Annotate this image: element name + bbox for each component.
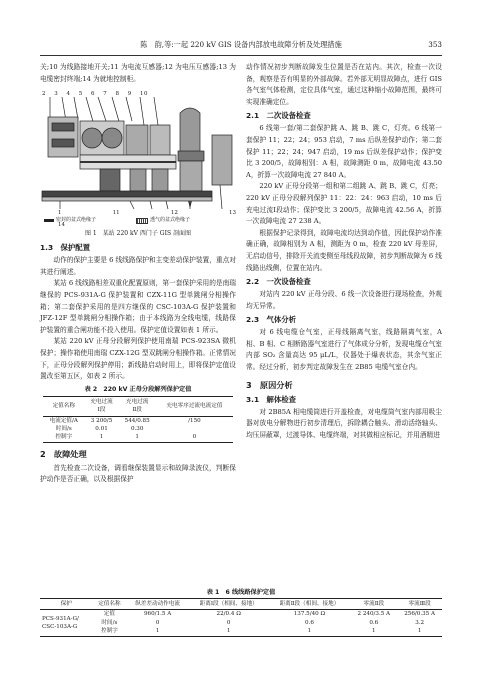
table-cell: 控制字 (101, 628, 118, 635)
left-column (40, 62, 236, 486)
table-cell: 0 (155, 619, 160, 626)
page-number: 353 (428, 40, 442, 49)
paragraph-2-3: 对 6 线电缆仓气室，正母线隔离气室，线路隔离气室，A 相、B 相、C 相断路器气室进行了气体成分分析，发现电缆仓气室内部 SO₂ 含量高达 95 μL/L，仪器处于爆表状态，其余气室正常。经过分析，初步判定故障发生在 2B85 电缆气室仓内。 (246, 328, 442, 372)
paragraph-2-1-a: 6 线第一套/第二套保护跳 A、跳 B、跳 C，灯亮。6 线第一套保护 11；22；24；953 启动，7 ms 后纵差保护动作；第二套保护 11；22；24；947 启动，19 ms 后纵差保护动作；保护变比 3 200/5，故障相别：A 相，故障测距 0 m，故障电流 43.50 A，折算一次故障电流 27 840 A。 (246, 124, 442, 179)
legend-vented: 透气的盆式绝缘子 (150, 217, 191, 224)
paragraph-2-1-b: 220 kV 正母分段第一组和第二组跳 A、跳 B、跳 C，灯亮；220 kV 正母分段解列保护 11：22：24：963 启动，10 ms 后充电过流Ⅰ段动作；保护变比 3 200/5，故障电流 42.56 A，折算一次故障电流 27 238 A。 (246, 182, 442, 226)
intro-paragraph: 关;10 为线路接地开关;11 为电流互感器;12 为电压互感器;13 为电缆密封终端;14 为就地控制柜。 (40, 63, 236, 83)
figure-bottom-numbers: 1 11 12 13 14 (58, 210, 236, 228)
table-2-header: 充电过流 Ⅱ段 (119, 396, 156, 416)
table-cell: 1 (99, 434, 104, 441)
section-3-heading: 3 原因分析 (246, 379, 293, 390)
paragraph-2-b: 动作情况初步判断故障发生位置是否在站内。其次，检查一次设备，观察是否有明显的外部故障。若外部无明显故障点，进行 GIS 各气室气体检测，定位具体气室，通过这种缩小故障范围，最终可实现准确定位。 (246, 63, 442, 106)
table-cell: 3.2 (415, 619, 425, 626)
table-cell: 1 (307, 628, 312, 635)
table-1-device: PCS-931A-G/ CSC-103A-G (42, 615, 79, 631)
running-header-title: 陈 韵,等:一起 220 kV GIS 设备内部放电故障分析及处理措施 (140, 40, 342, 49)
table-cell: 2 240/3.5 A (357, 611, 391, 618)
section-2-heading: 2 故障处理 (40, 448, 87, 459)
table-2 (43, 396, 233, 443)
header-rule (40, 55, 442, 56)
table-1-header: 距离Ⅰ段（相间、接地） (189, 599, 269, 610)
figure-top-numbers: 2 3 4 5 6 7 8 9 10 (42, 91, 148, 98)
table-row (40, 619, 442, 627)
table-cell: 0.6 (304, 619, 314, 626)
paragraph-3-1: 对 2B85A 相电缆筒进行开盖检查，对电缆筒气室内部用吸尘器对放电分解物进行初步清理后，拆除耦合触头、滑动活络轴头、均压屏蔽罩，过渡导体、电缆终端，对其做相应标记，并用酒精进 (246, 407, 442, 439)
table-1 (40, 598, 442, 637)
table-cell: 22/0.4 Ω (216, 611, 241, 618)
table-cell: 1 (372, 628, 376, 635)
table-cell: 定值 (103, 611, 115, 618)
table-2-header: 定值名称 (43, 396, 85, 416)
table-cell: 控制字 (55, 434, 73, 441)
table-1-header: 定值名称 (92, 599, 126, 610)
paragraph-2-1-c: 根据保护记录得到，故障电流均达到动作值，因此保护动作准确正确，故障相别为 A 相，测距为 0 m，检查 220 kV 母差屏，无启动信号，排除开关流变侧至母线段故障，初步判断故障为 6 线线路出线侧，位置在站内。 (246, 228, 442, 272)
section-3-1-heading: 3.1 解体检查 (246, 394, 297, 404)
table-cell: 1 (135, 434, 139, 441)
sealed-insulator-swatch (44, 219, 54, 222)
paragraph-1-3-a: 动作的保护主要是 6 线线路保护和主变差动保护装置，重点对其进行阐述。 (40, 256, 236, 276)
table-cell: 0.6 (369, 619, 379, 626)
table-cell: 1 (155, 628, 160, 635)
table-2-header: 充电过流 Ⅰ段 (85, 396, 119, 416)
table-cell: 137.5/40 Ω (293, 611, 326, 618)
table-1-block (40, 586, 442, 637)
table-cell: 电流定值/A (49, 417, 78, 424)
table-row (43, 416, 233, 425)
gis-cross-section-figure (40, 89, 236, 227)
table-cell: 0 (226, 619, 231, 626)
table-cell: 0.30 (130, 425, 144, 432)
table-cell: /150 (188, 417, 201, 424)
table-row (43, 433, 233, 442)
table-cell: 960/1.5 A (143, 611, 172, 618)
paragraph-2-a: 首先检查二次设备，调看继保装置显示和故障录波仪，判断保护动作是否正确，以及根据保护 (40, 463, 236, 484)
table-cell: 256/0.35 A (404, 611, 436, 618)
table-1-header: 距离Ⅱ段（相间、接地） (269, 599, 351, 610)
table-row (43, 425, 233, 433)
table-cell: 时间/s (55, 425, 72, 432)
table-2-header: 充电零序过流电流定值 (156, 396, 233, 416)
table-cell: 544/0.85 (124, 417, 150, 424)
table-1-header: 零流Ⅲ段 (397, 599, 442, 610)
table-row (40, 610, 442, 619)
legend-sealed: 密封的盆式绝缘子 (56, 217, 97, 224)
gis-drawing (40, 95, 236, 213)
figure-legend (44, 215, 232, 228)
table-1-header: 纵差差动动作电流 (126, 599, 189, 610)
table-1-header: 零流Ⅱ段 (350, 599, 397, 610)
table-cell: 1 (417, 628, 422, 635)
table-cell: 时间/s (101, 619, 118, 626)
table-1-caption: 表 1 6 线线路保护定值 (206, 589, 276, 596)
table-1-header: 保护 (40, 599, 92, 610)
table-row (40, 627, 442, 636)
section-2-3-heading: 2.3 气体分析 (246, 315, 297, 325)
table-cell: 0.01 (95, 425, 108, 432)
table-2-caption: 表 2 220 kV 正母分段解列保护定值 (84, 385, 192, 393)
section-2-2-heading: 2.2 一次设备检查 (246, 277, 311, 287)
table-cell: 1 (226, 628, 231, 635)
section-2-1-heading: 2.1 二次设备检查 (246, 111, 311, 121)
right-column (246, 62, 442, 441)
paragraph-1-3-c: 某站 220 kV 正母分段解列保护使用南瑞 PCS-923SA 微机保护；操作箱使用南瑞 CZX-12G 型双跳闸分相操作箱。正常情况下，正母分段解列保护停用；新线路启动时用上，即将保护定值设置改至第五区，如表 2 所示。 (40, 337, 236, 381)
table-cell: 0 (192, 434, 197, 441)
section-1-3-heading: 1.3 保护配置 (40, 243, 91, 253)
figure-caption: 图 1 某站 220 kV 西门子 GIS 剖面图 (85, 230, 191, 238)
paragraph-1-3-b: 某站 6 线线路相差双重化配置原则，第一套保护采用的是南瑞继保的 PCS-931A-G 保护装置和 CZX-11G 型单跳闸分相操作箱；第二套保护采用的是四方继保的 CSC-103A-G 保护装置和 JFZ-12F 型单跳闸分相操作箱；由于本线路为全线电缆，线路保护装置的重合闸功能不投入使用。保护定值设置如表 1 所示。 (40, 279, 236, 334)
table-cell (156, 425, 233, 433)
table-cell: 3 200/5 (90, 417, 113, 424)
running-header (40, 40, 442, 52)
paragraph-2-2: 对站内 220 kV 正母分段、6 线一次设备进行现场检查，外观均无异常。 (246, 290, 442, 310)
vented-insulator-swatch (136, 218, 148, 224)
